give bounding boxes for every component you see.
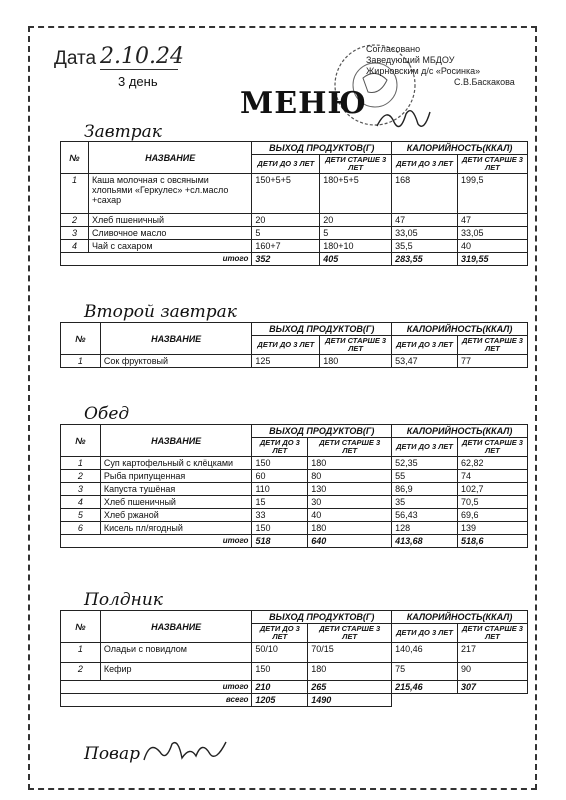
col-old: ДЕТИ СТАРШЕ 3 ЛЕТ [458, 438, 528, 457]
row-out-young: 20 [252, 214, 320, 227]
breakfast-title: Завтрак [84, 122, 162, 142]
row-name: Чай с сахаром [88, 240, 251, 253]
table-row [61, 214, 528, 227]
total-out-old: 265 [308, 681, 392, 694]
row-num: 6 [61, 522, 101, 535]
approval-line-3: Жирновским д/с «Росинка» [366, 66, 481, 76]
row-num: 2 [61, 470, 101, 483]
row-out-young: 110 [252, 483, 308, 496]
col-output: ВЫХОД ПРОДУКТОВ(Г) [252, 142, 392, 155]
row-out-old: 20 [320, 214, 392, 227]
row-cal-old: 62,82 [458, 457, 528, 470]
col-calories: КАЛОРИЙНОСТЬ(ККАЛ) [392, 425, 528, 438]
row-cal-young: 35 [392, 496, 458, 509]
row-cal-young: 128 [392, 522, 458, 535]
lunch-title: Обед [84, 404, 130, 424]
row-cal-young: 33,05 [392, 227, 458, 240]
row-num: 2 [61, 214, 89, 227]
row-out-old: 180+10 [320, 240, 392, 253]
total-row [61, 253, 528, 266]
row-out-old: 180 [320, 355, 392, 368]
col-output: ВЫХОД ПРОДУКТОВ(Г) [252, 323, 392, 336]
col-output: ВЫХОД ПРОДУКТОВ(Г) [252, 611, 392, 624]
row-num: 1 [61, 174, 89, 214]
table-row [61, 240, 528, 253]
row-name: Каша молочная с овсяными хлопьями «Геркулес» +сл.масло +сахар [88, 174, 251, 214]
row-out-young: 150+5+5 [252, 174, 320, 214]
row-out-old: 40 [308, 509, 392, 522]
row-out-old: 130 [308, 483, 392, 496]
row-cal-old: 69,6 [458, 509, 528, 522]
row-cal-old: 40 [458, 240, 528, 253]
row-cal-old: 70,5 [458, 496, 528, 509]
table-row [61, 522, 528, 535]
row-out-old: 30 [308, 496, 392, 509]
row-cal-old: 90 [458, 663, 528, 681]
row-cal-old: 217 [458, 643, 528, 663]
col-num: № [61, 323, 101, 355]
col-young: ДЕТИ ДО 3 ЛЕТ [252, 438, 308, 457]
row-cal-young: 75 [392, 663, 458, 681]
grand-out-young: 1205 [252, 694, 308, 707]
row-cal-old: 74 [458, 470, 528, 483]
col-young: ДЕТИ ДО 3 ЛЕТ [252, 336, 320, 355]
col-young: ДЕТИ ДО 3 ЛЕТ [392, 155, 458, 174]
day-label: 3 день [118, 74, 158, 89]
row-out-old: 180 [308, 457, 392, 470]
table-row [61, 227, 528, 240]
row-cal-young: 35,5 [392, 240, 458, 253]
row-name: Капуста тушёная [100, 483, 252, 496]
row-cal-old: 33,05 [458, 227, 528, 240]
row-cal-young: 140,46 [392, 643, 458, 663]
approval-block [366, 44, 526, 88]
total-out-old: 640 [308, 535, 392, 548]
snack-title: Полдник [84, 590, 163, 610]
row-cal-old: 102,7 [458, 483, 528, 496]
total-label: итого [61, 681, 252, 694]
col-name: НАЗВАНИЕ [100, 323, 252, 355]
col-young: ДЕТИ ДО 3 ЛЕТ [252, 624, 308, 643]
grand-out-old: 1490 [308, 694, 392, 707]
row-out-old: 180 [308, 663, 392, 681]
total-label: итого [61, 253, 252, 266]
signature-icon [372, 104, 432, 134]
row-out-old: 180+5+5 [320, 174, 392, 214]
date-label: Дата [54, 48, 97, 69]
row-cal-old: 199,5 [458, 174, 528, 214]
breakfast-table [60, 141, 528, 266]
row-name: Рыба припущенная [100, 470, 252, 483]
table-row [61, 509, 528, 522]
row-cal-young: 53,47 [392, 355, 458, 368]
total-cal-old: 319,55 [458, 253, 528, 266]
row-cal-old: 77 [458, 355, 528, 368]
total-cal-young: 283,55 [392, 253, 458, 266]
row-cal-young: 55 [392, 470, 458, 483]
col-old: ДЕТИ СТАРШЕ 3 ЛЕТ [308, 624, 392, 643]
snack-table [60, 610, 528, 707]
row-name: Хлеб пшеничный [100, 496, 252, 509]
total-cal-old: 518,6 [458, 535, 528, 548]
date-value: 2.10.24 [100, 44, 184, 69]
row-cal-old: 139 [458, 522, 528, 535]
approval-line-4: С.В.Баскакова [454, 77, 515, 87]
page-title: МЕНЮ [240, 86, 368, 121]
row-num: 1 [61, 643, 101, 663]
row-name: Кисель пл/ягодный [100, 522, 252, 535]
lunch-table [60, 424, 528, 548]
row-out-young: 160+7 [252, 240, 320, 253]
grand-total-row [61, 694, 528, 707]
col-old: ДЕТИ СТАРШЕ 3 ЛЕТ [320, 155, 392, 174]
row-name: Хлеб ржаной [100, 509, 252, 522]
row-out-young: 50/10 [252, 643, 308, 663]
table-row [61, 643, 528, 663]
row-out-young: 150 [252, 457, 308, 470]
total-label: итого [61, 535, 252, 548]
total-row [61, 535, 528, 548]
row-cal-young: 86,9 [392, 483, 458, 496]
approval-line-1: Согласовано [366, 44, 421, 54]
row-num: 3 [61, 227, 89, 240]
total-cal-young: 413,68 [392, 535, 458, 548]
row-cal-young: 47 [392, 214, 458, 227]
table-row [61, 355, 528, 368]
row-out-old: 180 [308, 522, 392, 535]
col-young: ДЕТИ ДО 3 ЛЕТ [392, 438, 458, 457]
col-name: НАЗВАНИЕ [88, 142, 251, 174]
col-num: № [61, 611, 101, 643]
row-cal-young: 168 [392, 174, 458, 214]
col-old: ДЕТИ СТАРШЕ 3 ЛЕТ [458, 336, 528, 355]
row-num: 3 [61, 483, 101, 496]
second-breakfast-title: Второй завтрак [84, 302, 237, 322]
row-out-young: 15 [252, 496, 308, 509]
grand-total-label: всего [61, 694, 252, 707]
total-out-young: 352 [252, 253, 320, 266]
row-num: 1 [61, 457, 101, 470]
second-breakfast-table [60, 322, 528, 368]
approval-line-2: Заведующий МБДОУ [366, 55, 455, 65]
col-old: ДЕТИ СТАРШЕ 3 ЛЕТ [458, 155, 528, 174]
row-out-young: 150 [252, 663, 308, 681]
table-row [61, 174, 528, 214]
table-row [61, 663, 528, 681]
row-name: Сливочное масло [88, 227, 251, 240]
col-young: ДЕТИ ДО 3 ЛЕТ [252, 155, 320, 174]
col-num: № [61, 142, 89, 174]
col-name: НАЗВАНИЕ [100, 611, 252, 643]
row-num: 2 [61, 663, 101, 681]
table-row [61, 470, 528, 483]
table-row [61, 457, 528, 470]
total-cal-old: 307 [458, 681, 528, 694]
row-out-young: 60 [252, 470, 308, 483]
table-row [61, 496, 528, 509]
row-name: Суп картофельный с клёцками [100, 457, 252, 470]
row-cal-young: 56,43 [392, 509, 458, 522]
total-cal-young: 215,46 [392, 681, 458, 694]
col-old: ДЕТИ СТАРШЕ 3 ЛЕТ [308, 438, 392, 457]
row-cal-young: 52,35 [392, 457, 458, 470]
col-old: ДЕТИ СТАРШЕ 3 ЛЕТ [458, 624, 528, 643]
total-out-young: 210 [252, 681, 308, 694]
row-num: 4 [61, 240, 89, 253]
row-out-old: 70/15 [308, 643, 392, 663]
col-name: НАЗВАНИЕ [100, 425, 252, 457]
empty-cell [458, 694, 528, 707]
empty-cell [392, 694, 458, 707]
total-out-young: 518 [252, 535, 308, 548]
row-out-old: 80 [308, 470, 392, 483]
row-num: 5 [61, 509, 101, 522]
total-row [61, 681, 528, 694]
col-calories: КАЛОРИЙНОСТЬ(ККАЛ) [392, 142, 528, 155]
col-calories: КАЛОРИЙНОСТЬ(ККАЛ) [392, 611, 528, 624]
row-num: 1 [61, 355, 101, 368]
row-out-old: 5 [320, 227, 392, 240]
col-output: ВЫХОД ПРОДУКТОВ(Г) [252, 425, 392, 438]
table-row [61, 483, 528, 496]
cook-signature-icon [140, 736, 230, 766]
col-calories: КАЛОРИЙНОСТЬ(ККАЛ) [392, 323, 528, 336]
row-out-young: 150 [252, 522, 308, 535]
row-num: 4 [61, 496, 101, 509]
total-out-old: 405 [320, 253, 392, 266]
col-young: ДЕТИ ДО 3 ЛЕТ [392, 336, 458, 355]
cook-label: Повар [84, 744, 140, 764]
row-out-young: 125 [252, 355, 320, 368]
col-young: ДЕТИ ДО 3 ЛЕТ [392, 624, 458, 643]
row-cal-old: 47 [458, 214, 528, 227]
col-num: № [61, 425, 101, 457]
row-out-young: 33 [252, 509, 308, 522]
row-name: Оладьи с повидлом [100, 643, 252, 663]
col-old: ДЕТИ СТАРШЕ 3 ЛЕТ [320, 336, 392, 355]
row-name: Кефир [100, 663, 252, 681]
row-name: Сок фруктовый [100, 355, 252, 368]
row-name: Хлеб пшеничный [88, 214, 251, 227]
row-out-young: 5 [252, 227, 320, 240]
